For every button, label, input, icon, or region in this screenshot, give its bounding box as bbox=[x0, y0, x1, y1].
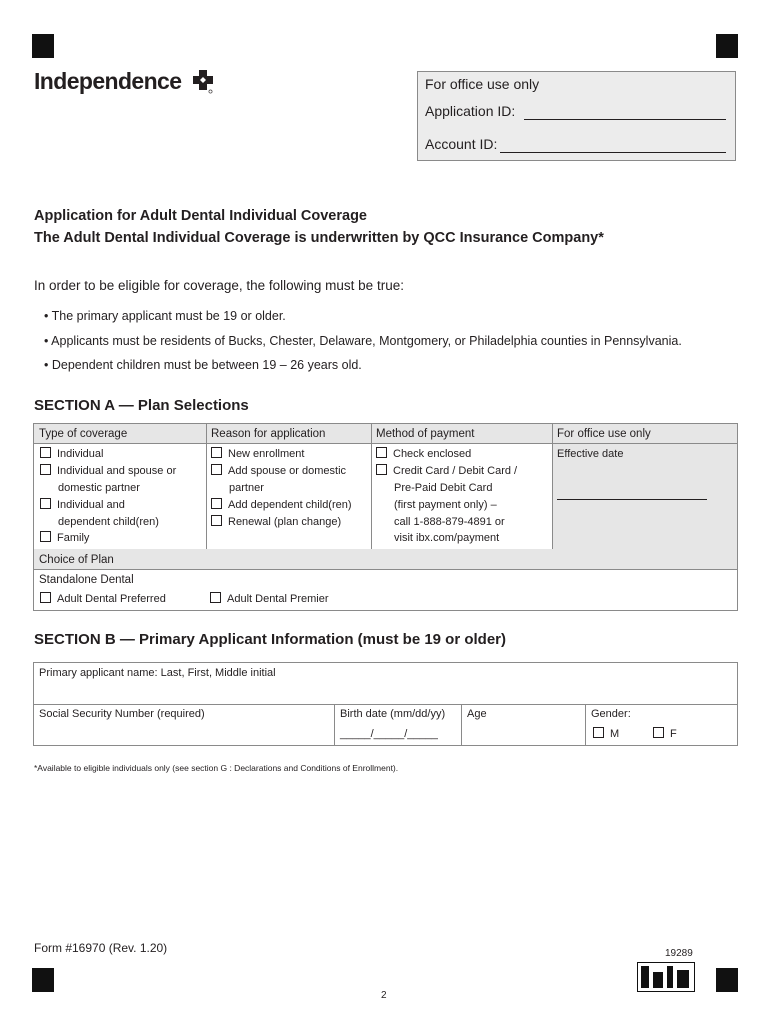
checkbox[interactable] bbox=[40, 447, 51, 458]
checkbox[interactable] bbox=[376, 464, 387, 475]
checkbox[interactable] bbox=[211, 515, 222, 526]
checkbox[interactable] bbox=[40, 531, 51, 542]
standalone-dental-label: Standalone Dental bbox=[39, 574, 134, 586]
form-number: Form #16970 (Rev. 1.20) bbox=[34, 941, 168, 955]
birth-date-field[interactable]: _____/_____/_____ bbox=[340, 728, 438, 740]
section-a-title: SECTION A — Plan Selections bbox=[34, 397, 249, 414]
checkbox[interactable] bbox=[40, 592, 51, 603]
reason-new-enrollment[interactable]: New enrollment bbox=[211, 446, 304, 462]
office-use-box bbox=[417, 71, 736, 161]
page-number: 2 bbox=[381, 990, 387, 1001]
section-b-title: SECTION B — Primary Applicant Information (must be 19 or older) bbox=[34, 631, 507, 648]
checkbox[interactable] bbox=[40, 464, 51, 475]
plan-adult-dental-premier[interactable]: Adult Dental Premier bbox=[210, 591, 329, 607]
checkbox[interactable] bbox=[376, 447, 387, 458]
coverage-option-continued: domestic partner bbox=[58, 482, 140, 494]
header-payment: Method of payment bbox=[371, 424, 552, 444]
reason-option-continued: partner bbox=[229, 482, 264, 494]
plan-adult-dental-preferred[interactable]: Adult Dental Preferred bbox=[40, 591, 166, 607]
eligibility-bullet: • Applicants must be residents of Bucks, Chester, Delaware, Montgomery, or Philadelphia counties in Pennsylvania. bbox=[44, 334, 682, 348]
application-id-label: Application ID: bbox=[425, 103, 516, 119]
coverage-individual-spouse[interactable]: Individual and spouse or bbox=[40, 463, 176, 479]
account-id-field[interactable] bbox=[500, 152, 726, 153]
age-label: Age bbox=[467, 708, 487, 720]
payment-check[interactable]: Check enclosed bbox=[376, 446, 471, 462]
checkbox[interactable] bbox=[211, 447, 222, 458]
form-title: Application for Adult Dental Individual Coverage bbox=[34, 208, 367, 224]
checkbox[interactable] bbox=[40, 498, 51, 509]
checkbox[interactable] bbox=[210, 592, 221, 603]
header-reason: Reason for application bbox=[206, 424, 371, 444]
birth-date-label: Birth date (mm/dd/yy) bbox=[340, 708, 446, 720]
payment-option-continued: (first payment only) – bbox=[394, 499, 497, 511]
office-use-title: For office use only bbox=[425, 76, 540, 92]
coverage-individual[interactable]: Individual bbox=[40, 446, 103, 462]
company-logo-text: Independence bbox=[34, 68, 182, 94]
primary-applicant-table bbox=[33, 662, 738, 746]
gender-male-option[interactable]: M bbox=[593, 726, 619, 742]
application-id-field[interactable] bbox=[524, 119, 726, 120]
payment-card[interactable]: Credit Card / Debit Card / bbox=[376, 463, 517, 479]
registration-mark-top-left bbox=[32, 34, 54, 58]
footnote: *Available to eligible individuals only (see section G : Declarations and Conditions of Enrollment). bbox=[34, 763, 399, 773]
gender-female-option[interactable]: F bbox=[653, 726, 677, 742]
checkbox[interactable] bbox=[593, 727, 604, 738]
plan-selection-table bbox=[33, 423, 738, 611]
applicant-name-label: Primary applicant name: Last, First, Middle initial bbox=[39, 667, 276, 679]
checkbox[interactable] bbox=[211, 464, 222, 475]
effective-date-label: Effective date bbox=[557, 448, 624, 460]
payment-link-text: visit ibx.com/payment bbox=[394, 532, 500, 544]
checkbox[interactable] bbox=[653, 727, 664, 738]
eligibility-bullet: • The primary applicant must be 19 or older. bbox=[44, 309, 286, 323]
eligibility-intro: In order to be eligible for coverage, the following must be true: bbox=[34, 278, 404, 293]
header-office-use: For office use only bbox=[552, 424, 737, 444]
coverage-family[interactable]: Family bbox=[40, 530, 89, 546]
barcode-mark-icon bbox=[637, 962, 695, 992]
registration-mark-bottom-left bbox=[32, 968, 54, 992]
reason-add-dependent[interactable]: Add dependent child(ren) bbox=[211, 497, 352, 513]
checkbox[interactable] bbox=[211, 498, 222, 509]
gender-label: Gender: bbox=[591, 708, 631, 720]
form-subtitle: The Adult Dental Individual Coverage is underwritten by QCC Insurance Company* bbox=[34, 230, 604, 246]
effective-date-field[interactable] bbox=[557, 499, 707, 500]
reason-renewal[interactable]: Renewal (plan change) bbox=[211, 514, 341, 530]
coverage-option-continued: dependent child(ren) bbox=[58, 516, 159, 528]
header-type-of-coverage: Type of coverage bbox=[34, 424, 206, 444]
coverage-individual-child[interactable]: Individual and bbox=[40, 497, 125, 513]
payment-option-continued: call 1-888-879-4891 or bbox=[394, 516, 505, 528]
account-id-label: Account ID: bbox=[425, 136, 498, 152]
registration-mark-bottom-right bbox=[716, 968, 738, 992]
ssn-label: Social Security Number (required) bbox=[39, 708, 205, 720]
choice-of-plan-label: Choice of Plan bbox=[39, 554, 114, 566]
registration-mark-top-right bbox=[716, 34, 738, 58]
payment-option-continued: Pre-Paid Debit Card bbox=[394, 482, 493, 494]
blue-cross-logo-icon bbox=[192, 68, 214, 94]
eligibility-bullet: • Dependent children must be between 19 – 26 years old. bbox=[44, 358, 362, 372]
form-code: 19289 bbox=[665, 948, 693, 959]
reason-add-spouse[interactable]: Add spouse or domestic bbox=[211, 463, 346, 479]
